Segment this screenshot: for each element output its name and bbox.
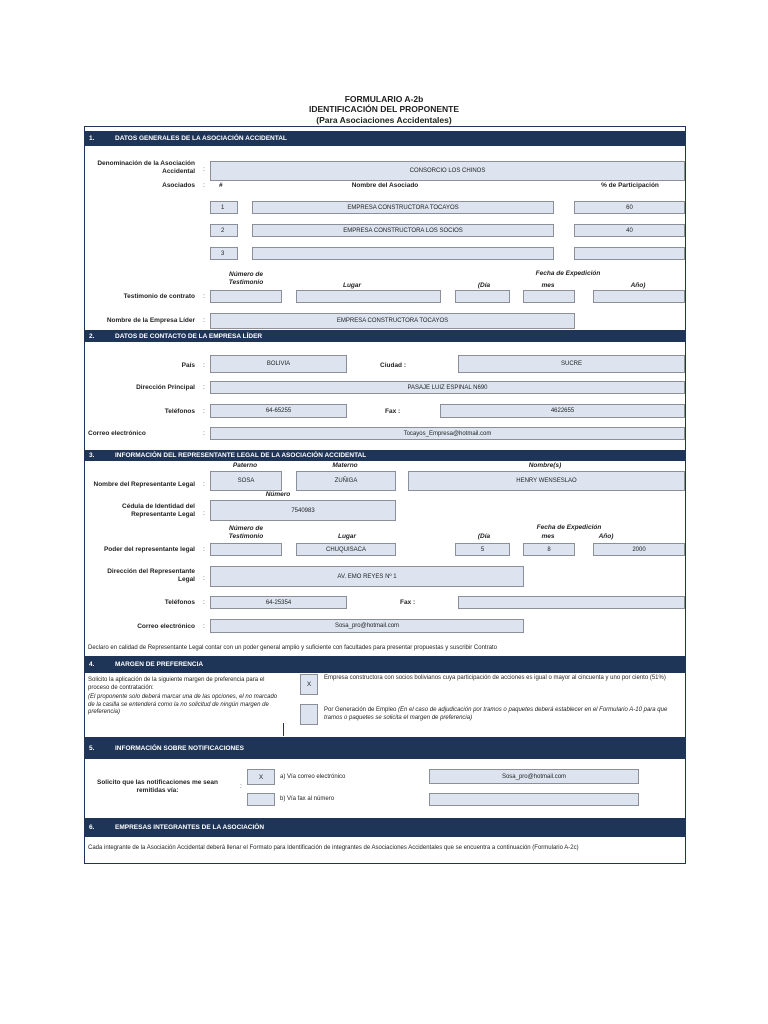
rep-direccion-label: Dirección del Representante Legal (107, 568, 195, 583)
poder-mes-field[interactable]: 8 (523, 543, 575, 556)
fecha-expedicion-header: Fecha de Expedición (535, 270, 601, 277)
colon: : (203, 510, 205, 517)
section-4-header (85, 656, 685, 673)
testimonio-numero-field[interactable] (210, 290, 282, 303)
section-number: 5. (89, 744, 95, 752)
paterno-header: Paterno (232, 462, 258, 469)
lider-field[interactable]: EMPRESA CONSTRUCTORA TOCAYOS (210, 313, 575, 329)
ciudad-label: Ciudad : (380, 362, 406, 369)
asociado-3-pct[interactable] (574, 247, 685, 260)
testimonio-anio-field[interactable] (593, 290, 685, 303)
notif-email-field[interactable]: Sosa_pro@hotmail.com (429, 769, 639, 784)
poder-label: Poder del representante legal (103, 546, 195, 553)
section-title: EMPRESAS INTEGRANTES DE LA ASOCIACIÓN (115, 824, 265, 831)
rep-mes-header: mes (541, 533, 555, 540)
notif-fax-field[interactable] (429, 793, 639, 806)
margen-opcion-2-note: (En el caso de adjudicación por tramos o paquetes deberá establecer en el Formulario A-10 para que tramos o paquetes se solicita el margen de preferencia) (324, 707, 668, 721)
telefonos-label: Teléfonos (164, 408, 195, 415)
section-title: INFORMACIÓN DEL REPRESENTANTE LEGAL DE LA ASOCIACIÓN ACCIDENTAL (115, 452, 367, 459)
rep-correo-field[interactable]: Sosa_pro@hotmail.com (210, 619, 524, 633)
asociados-label: Asociados (162, 182, 195, 189)
margen-opcion-2-lead: Por Generación de Empleo (324, 707, 399, 713)
num-testimonio-header: Número de Testimonio (228, 271, 264, 286)
poder-dia-field[interactable]: 5 (455, 543, 510, 556)
denominacion-label: Denominación de la Asociación Accidental (97, 160, 195, 175)
lugar-header: Lugar (342, 282, 362, 289)
notif-fax-label: b) Vía fax al número (280, 796, 335, 802)
colon: : (240, 783, 242, 790)
direccion-principal-field[interactable]: PASAJE LUIZ ESPINAL N690 (210, 381, 685, 394)
rep-telefonos-field[interactable]: 64-25354 (210, 596, 347, 609)
notif-fax-checkbox[interactable] (247, 793, 275, 806)
margen-opcion-1-text: Empresa constructora con socios bolivianos cuya participación de acciones es igual o mayor al cincuenta y uno por ciento (51%) (324, 675, 666, 681)
asociado-1-nombre[interactable]: EMPRESA CONSTRUCTORA TOCAYOS (252, 201, 554, 214)
colon: : (203, 599, 205, 606)
colon: : (203, 408, 205, 415)
rep-fecha-expedicion-header: Fecha de Expedición (536, 524, 602, 531)
denominacion-field[interactable]: CONSORCIO LOS CHINOS (210, 161, 685, 181)
ciudad-field[interactable]: SUCRE (458, 355, 685, 373)
rep-nombre-label: Nombre del Representante Legal (93, 481, 195, 488)
section-number: 6. (89, 824, 95, 831)
form-code: FORMULARIO A-2b (344, 94, 424, 104)
margen-opcion-2-text (324, 707, 682, 722)
section-title: DATOS DE CONTACTO DE LA EMPRESA LÍDER (115, 332, 263, 340)
section-6-header (85, 818, 685, 837)
testimonio-lugar-field[interactable] (296, 290, 441, 303)
poder-numero-field[interactable] (210, 543, 282, 556)
rep-fax-field[interactable] (458, 596, 685, 609)
dia-header: (Día (477, 282, 491, 289)
colon: : (203, 293, 205, 300)
section-1-header (85, 131, 685, 146)
rep-dia-header: (Día (477, 533, 491, 540)
form-subtitle: (Para Asociaciones Accidentales) (316, 115, 452, 125)
section-number: 1. (89, 135, 95, 142)
colon: : (203, 166, 205, 173)
notificaciones-label: Solicito que las notificaciones me sean remitidas vía: (96, 779, 218, 794)
asociado-3-nombre[interactable] (252, 247, 554, 260)
colon: : (203, 430, 205, 437)
colon: : (203, 481, 205, 488)
section-3-header (85, 450, 685, 461)
col-num-header: # (219, 182, 223, 189)
form-title: IDENTIFICACIÓN DEL PROPONENTE (308, 104, 460, 114)
colon: : (203, 317, 205, 324)
colon: : (203, 384, 205, 391)
materno-header: Materno (332, 462, 358, 469)
telefonos-field[interactable]: 64-65255 (210, 404, 347, 418)
section-title: DATOS GENERALES DE LA ASOCIACIÓN ACCIDENTAL (115, 135, 287, 142)
poder-anio-field[interactable]: 2000 (593, 543, 685, 556)
asociado-3-num[interactable]: 3 (210, 247, 238, 260)
fax-label: Fax : (385, 408, 401, 415)
fax-field[interactable]: 4622655 (440, 404, 685, 418)
margen-solicito-text: Solicito la aplicación de la siguiente margen de preferencia para el proceso de contratación: (88, 677, 265, 691)
col-pct-header: % de Participación (601, 182, 659, 189)
anio-header: Año) (630, 282, 646, 289)
ci-field[interactable]: 7540983 (210, 500, 396, 521)
nombres-field[interactable]: HENRY WENSESLAO (408, 471, 685, 491)
margen-opcion-1-checkbox[interactable]: X (300, 674, 318, 695)
asociado-2-nombre[interactable]: EMPRESA CONSTRUCTORA LOS SOCIOS (252, 224, 554, 237)
mes-header: mes (541, 282, 555, 289)
col-nombre-header: Nombre del Asociado (351, 182, 419, 189)
section-number: 4. (89, 661, 95, 668)
direccion-principal-label: Dirección Principal (136, 384, 195, 391)
rep-num-testimonio-header: Número de Testimonio (228, 525, 264, 540)
asociado-1-num[interactable]: 1 (210, 201, 238, 214)
section-number: 3. (89, 452, 95, 459)
numero-header: Número (265, 491, 291, 498)
testimonio-mes-field[interactable] (523, 290, 575, 303)
section-title: MARGEN DE PREFERENCIA (115, 661, 204, 668)
section-2-header (85, 330, 685, 342)
rep-lugar-header: Lugar (337, 533, 357, 540)
rep-correo-label: Correo electrónico (137, 623, 195, 630)
nombres-header: Nombre(s) (528, 462, 562, 469)
rep-anio-header: Año) (598, 533, 614, 540)
section-5-header (85, 737, 685, 759)
pais-label: País (181, 362, 195, 369)
margen-opcion-2-checkbox[interactable] (300, 704, 318, 725)
rep-direccion-field[interactable]: AV. EMO REYES Nº 1 (210, 566, 524, 587)
poder-lugar-field[interactable]: CHUQUISACA (296, 543, 396, 556)
colon: : (203, 546, 205, 553)
materno-field[interactable]: ZUÑIGA (296, 471, 396, 491)
colon: : (203, 362, 205, 369)
notif-email-checkbox[interactable]: X (247, 769, 275, 785)
colon: : (203, 623, 205, 630)
divider (283, 723, 284, 736)
section-number: 2. (89, 332, 95, 340)
correo-field[interactable]: Tocayos_Empresa@hotmail.com (210, 427, 685, 440)
lider-label: Nombre de la Empresa Líder (106, 317, 195, 324)
ci-label: Cédula de Identidad del Representante Legal (122, 503, 195, 518)
pais-field[interactable]: BOLIVIA (210, 355, 347, 373)
asociado-1-pct[interactable]: 60 (574, 201, 685, 214)
asociado-2-pct[interactable]: 40 (574, 224, 685, 237)
correo-label: Correo electrónico (88, 430, 146, 437)
colon: : (203, 575, 205, 582)
notif-email-label: a) Vía correo electrónico (280, 774, 346, 780)
asociado-2-num[interactable]: 2 (210, 224, 238, 237)
rep-telefonos-label: Teléfonos (164, 599, 195, 606)
testimonio-dia-field[interactable] (455, 290, 510, 303)
section-title: INFORMACIÓN SOBRE NOTIFICACIONES (115, 744, 244, 752)
declaracion-text: Declaro en calidad de Representante Legal contar con un poder general amplio y suficiente con facultades para presentar propuestas y suscribir Contrato (88, 645, 497, 651)
colon: : (203, 182, 205, 189)
margen-nota-text: (El proponente solo deberá marcar una de las opciones, el no marcado de la casilla se entenderá como la no solicitud de ningún margen de preferencia) (88, 694, 278, 715)
integrantes-text: Cada integrante de la Asociación Accidental deberá llenar el Formato para Identificación de integrantes de Asociaciones Accidentales que se encuentra a continuación (Formulario A-2c) (88, 845, 579, 851)
rep-fax-label: Fax : (400, 599, 416, 606)
paterno-field[interactable]: SOSA (210, 471, 282, 491)
testimonio-label: Testimonio de contrato (123, 293, 195, 300)
